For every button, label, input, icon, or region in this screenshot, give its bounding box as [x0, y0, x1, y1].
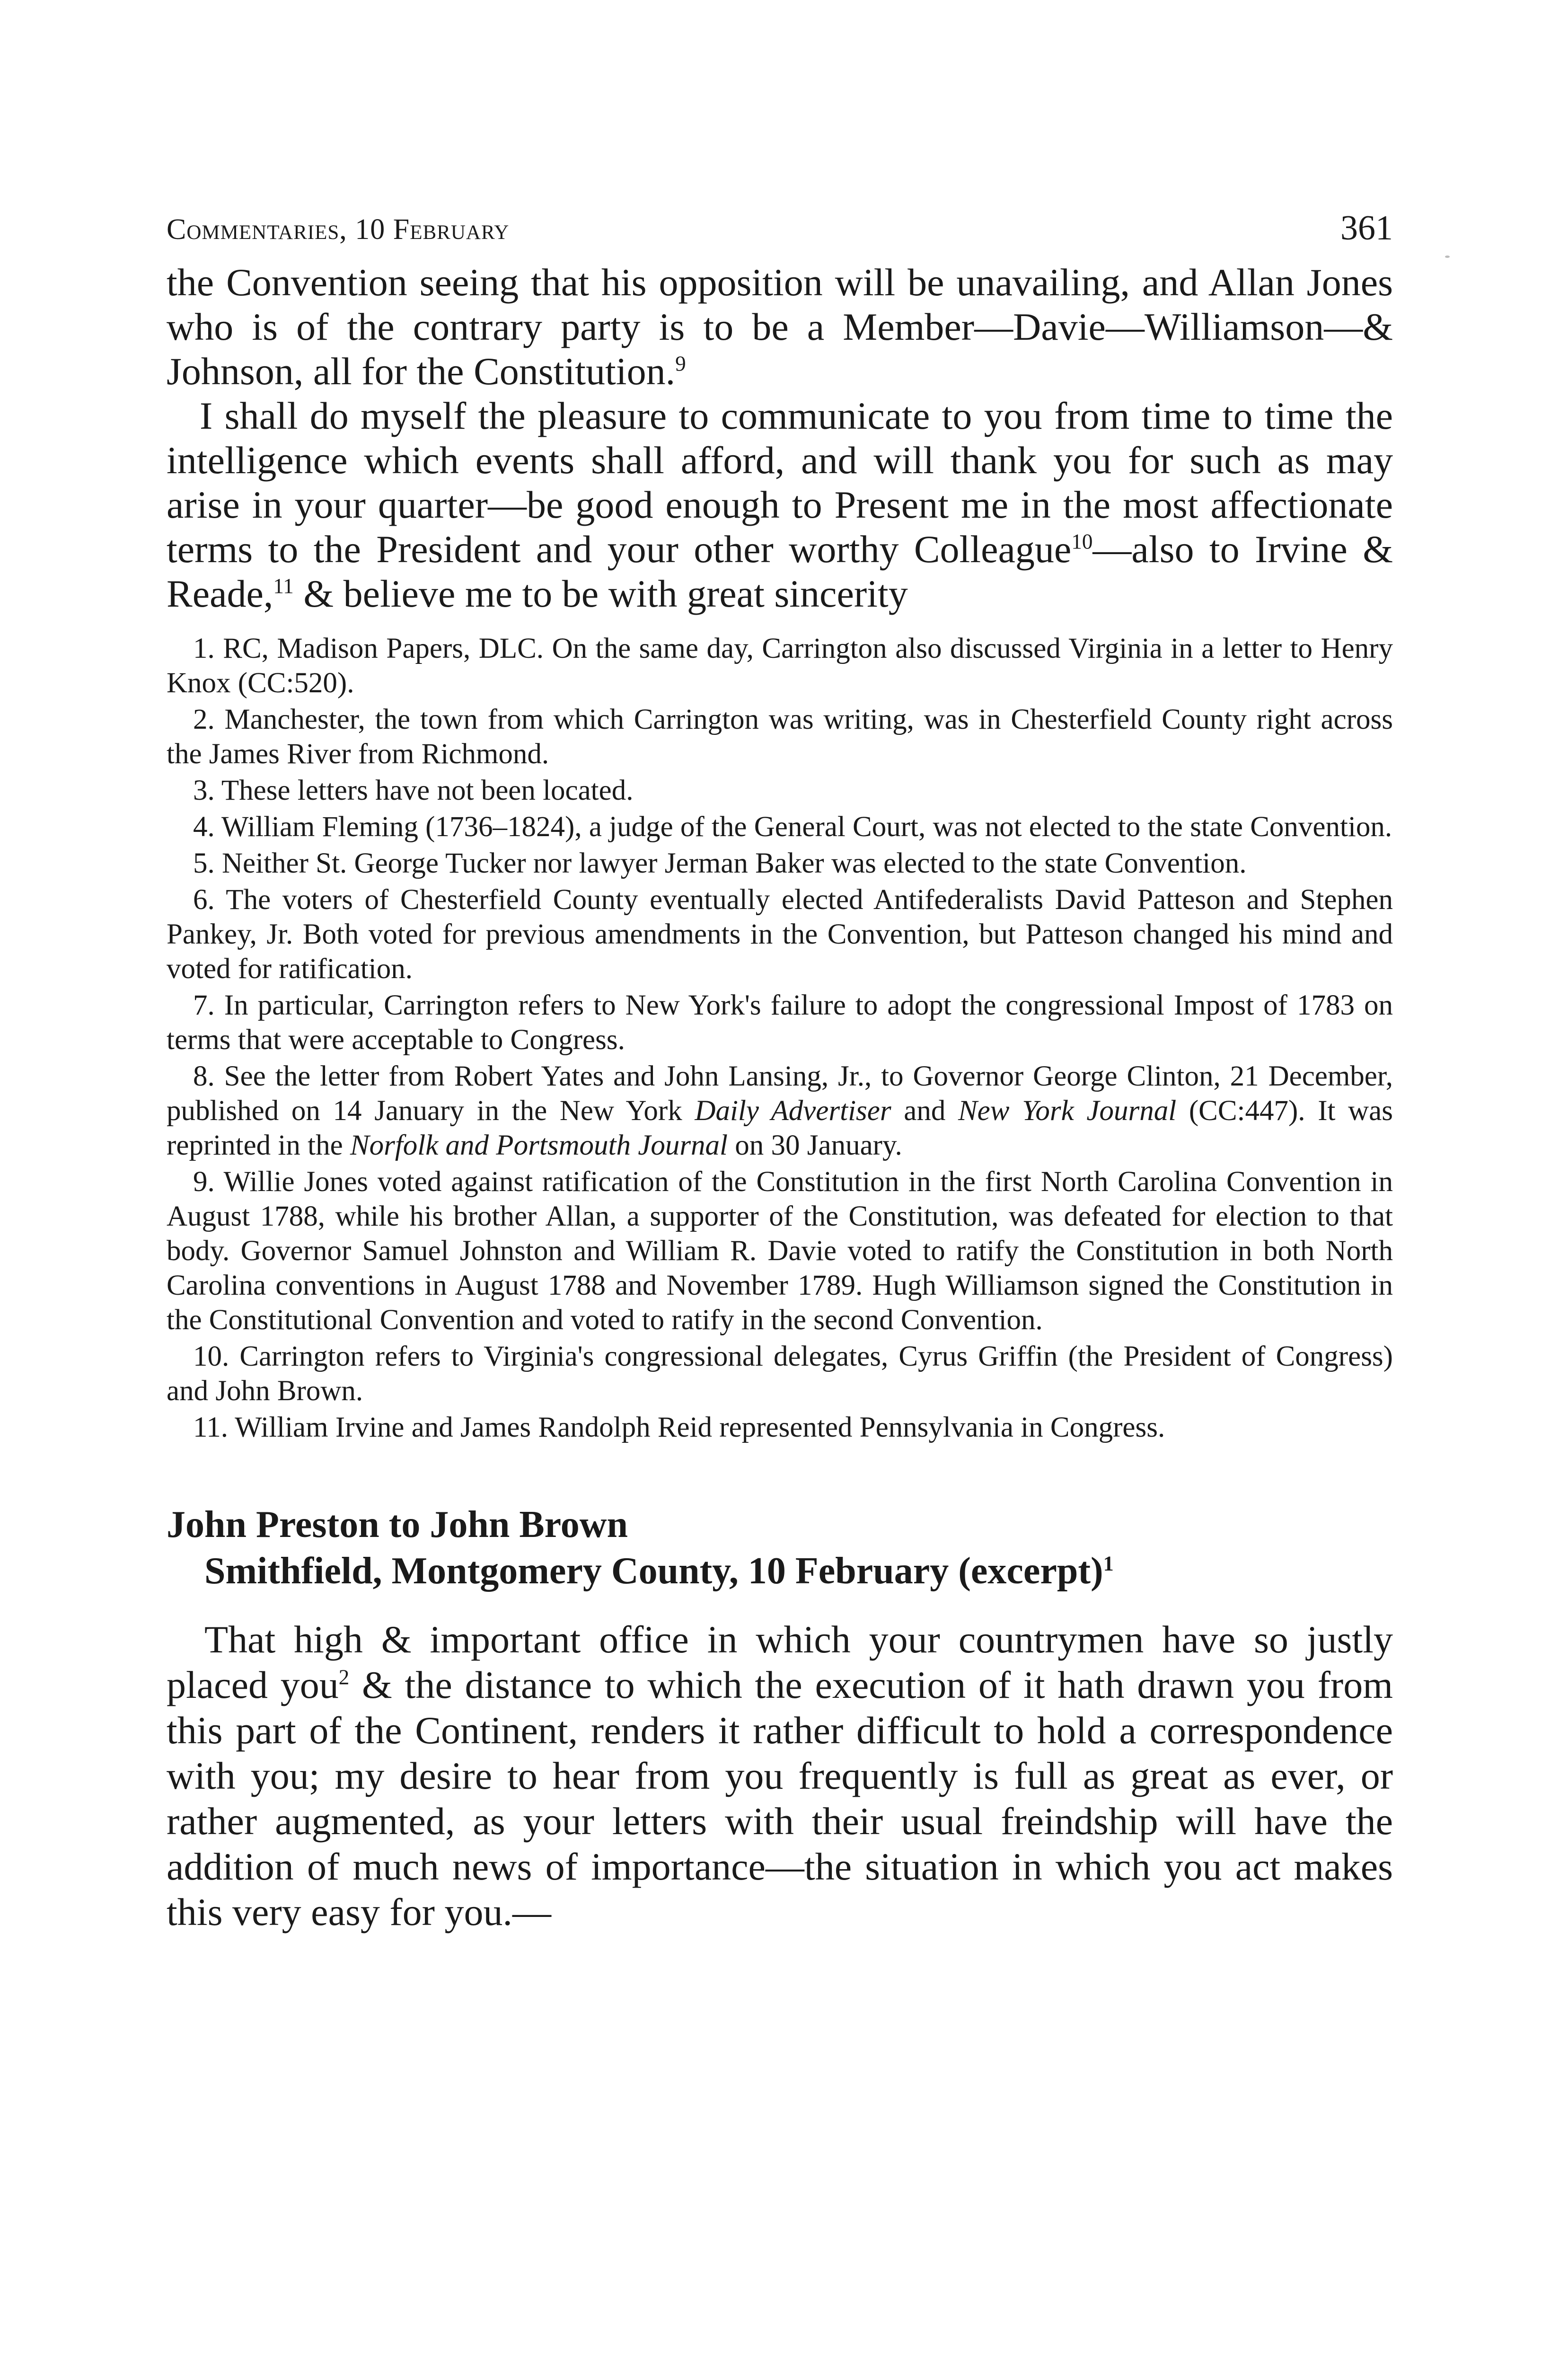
- document-excerpt-text-a: That high & important office in which your countrymen have so justly placed you: [167, 1618, 1393, 1706]
- letter-paragraph-2-text-a: I shall do myself the pleasure to communicate to you from time to time the intelligence which events shall afford, and will thank you for such as may arise in your quarter—be good enough to Present me in the most affectionate terms to the President and your other worthy Colleague: [167, 394, 1393, 571]
- footnote: 11. William Irvine and James Randolph Reid represented Pennsylvania in Congress.: [193, 1412, 1165, 1443]
- footnote-8-title-daily-advertiser: Daily Advertiser: [695, 1095, 891, 1127]
- footnotes: [167, 631, 1393, 1445]
- document-footnote-ref-2: 2: [338, 1665, 350, 1689]
- footnote: 9. Willie Jones voted against ratification of the Constitution in the first North Carolina Convention in August 1788, while his brother Allan, a supporter of the Constitution, was defeated for election to that body. Governor Samuel Johnston and William R. Davie voted to ratify the Constitution in both North Carolina conventions in August 1788 and November 1789. Hugh Williamson signed the Constitution in the Constitutional Convention and voted to ratify in the second Convention.: [167, 1166, 1393, 1336]
- letter-paragraph-1: [167, 260, 1393, 394]
- footnote-8-title-new-york-journal: New York Journal: [958, 1095, 1177, 1127]
- footnote-8-text-c: (CC:447). It was reprinted in the: [167, 1095, 1393, 1161]
- document-subtitle: [204, 1548, 1393, 1594]
- letter-paragraph-2-text-b: —also to Irvine & Reade,: [167, 528, 1393, 615]
- running-head-title: Commentaries, 10 February: [167, 213, 510, 246]
- footnote: 3. These letters have not been located.: [193, 775, 634, 806]
- footnote-ref-11: 11: [273, 574, 294, 598]
- letter-paragraph-1-text: the Convention seeing that his opposition will be unavailing, and Allan Jones who is of the contrary party is to be a Member—Davie—Williamson—& Johnson, all for the Constitution.: [167, 261, 1393, 393]
- document-subtitle-text: Smithfield, Montgomery County, 10 February (excerpt): [204, 1550, 1103, 1592]
- footnote-8-text-d: on 30 January.: [728, 1130, 902, 1161]
- page: [167, 208, 1393, 1974]
- footnote-ref-9: 9: [675, 352, 686, 376]
- footnote: 6. The voters of Chesterfield County eventually elected Antifederalists David Patteson and Stephen Pankey, Jr. Both voted for previous amendments in the Convention, but Patteson changed his mind and voted for ratification.: [167, 884, 1393, 985]
- letter-paragraph-2: [167, 394, 1393, 616]
- footnote: 1. RC, Madison Papers, DLC. On the same day, Carrington also discussed Virginia in a letter to Henry Knox (CC:520).: [167, 633, 1393, 699]
- document-title: John Preston to John Brown: [167, 1504, 628, 1545]
- document-footnote-ref-1: 1: [1103, 1552, 1114, 1575]
- footnote-8-title-norfolk-journal: Norfolk and Portsmouth Journal: [350, 1130, 728, 1161]
- footnote: 5. Neither St. George Tucker nor lawyer Jerman Baker was elected to the state Convention.: [193, 848, 1247, 879]
- running-head: [167, 208, 1393, 260]
- footnote: 2. Manchester, the town from which Carrington was writing, was in Chesterfield County right across the James River from Richmond.: [167, 704, 1393, 770]
- footnote-8-text-a: 8. See the letter from Robert Yates and John Lansing, Jr., to Governor George Clinton, 21 December, published on 14 January in the New York: [167, 1060, 1393, 1127]
- footnote: 10. Carrington refers to Virginia's congressional delegates, Cyrus Griffin (the President of Congress) and John Brown.: [167, 1341, 1393, 1407]
- footnote-ref-10: 10: [1071, 530, 1093, 554]
- footnote-8-text-b: and: [891, 1095, 958, 1127]
- page-number: 361: [1340, 209, 1393, 247]
- document-excerpt-text-b: & the distance to which the execution of it hath drawn you from this part of the Continent, renders it rather difficult to hold a correspondence with you; my desire to hear from you frequently is full as great as ever, or rather augmented, as your letters with their usual freindship will have the addition of much news of importance—the situation in which you act makes this very easy for you.—: [167, 1663, 1393, 1933]
- stray-mark: [1445, 256, 1450, 258]
- document-excerpt: [167, 1617, 1393, 1935]
- footnote: 4. William Fleming (1736–1824), a judge of the General Court, was not elected to the state Convention.: [193, 811, 1392, 843]
- letter-paragraph-2-text-c: & believe me to be with great sincerity: [293, 572, 908, 615]
- footnote-8: [167, 1059, 1393, 1163]
- footnote: 7. In particular, Carrington refers to New York's failure to adopt the congressional Impost of 1783 on terms that were acceptable to Congress.: [167, 989, 1393, 1056]
